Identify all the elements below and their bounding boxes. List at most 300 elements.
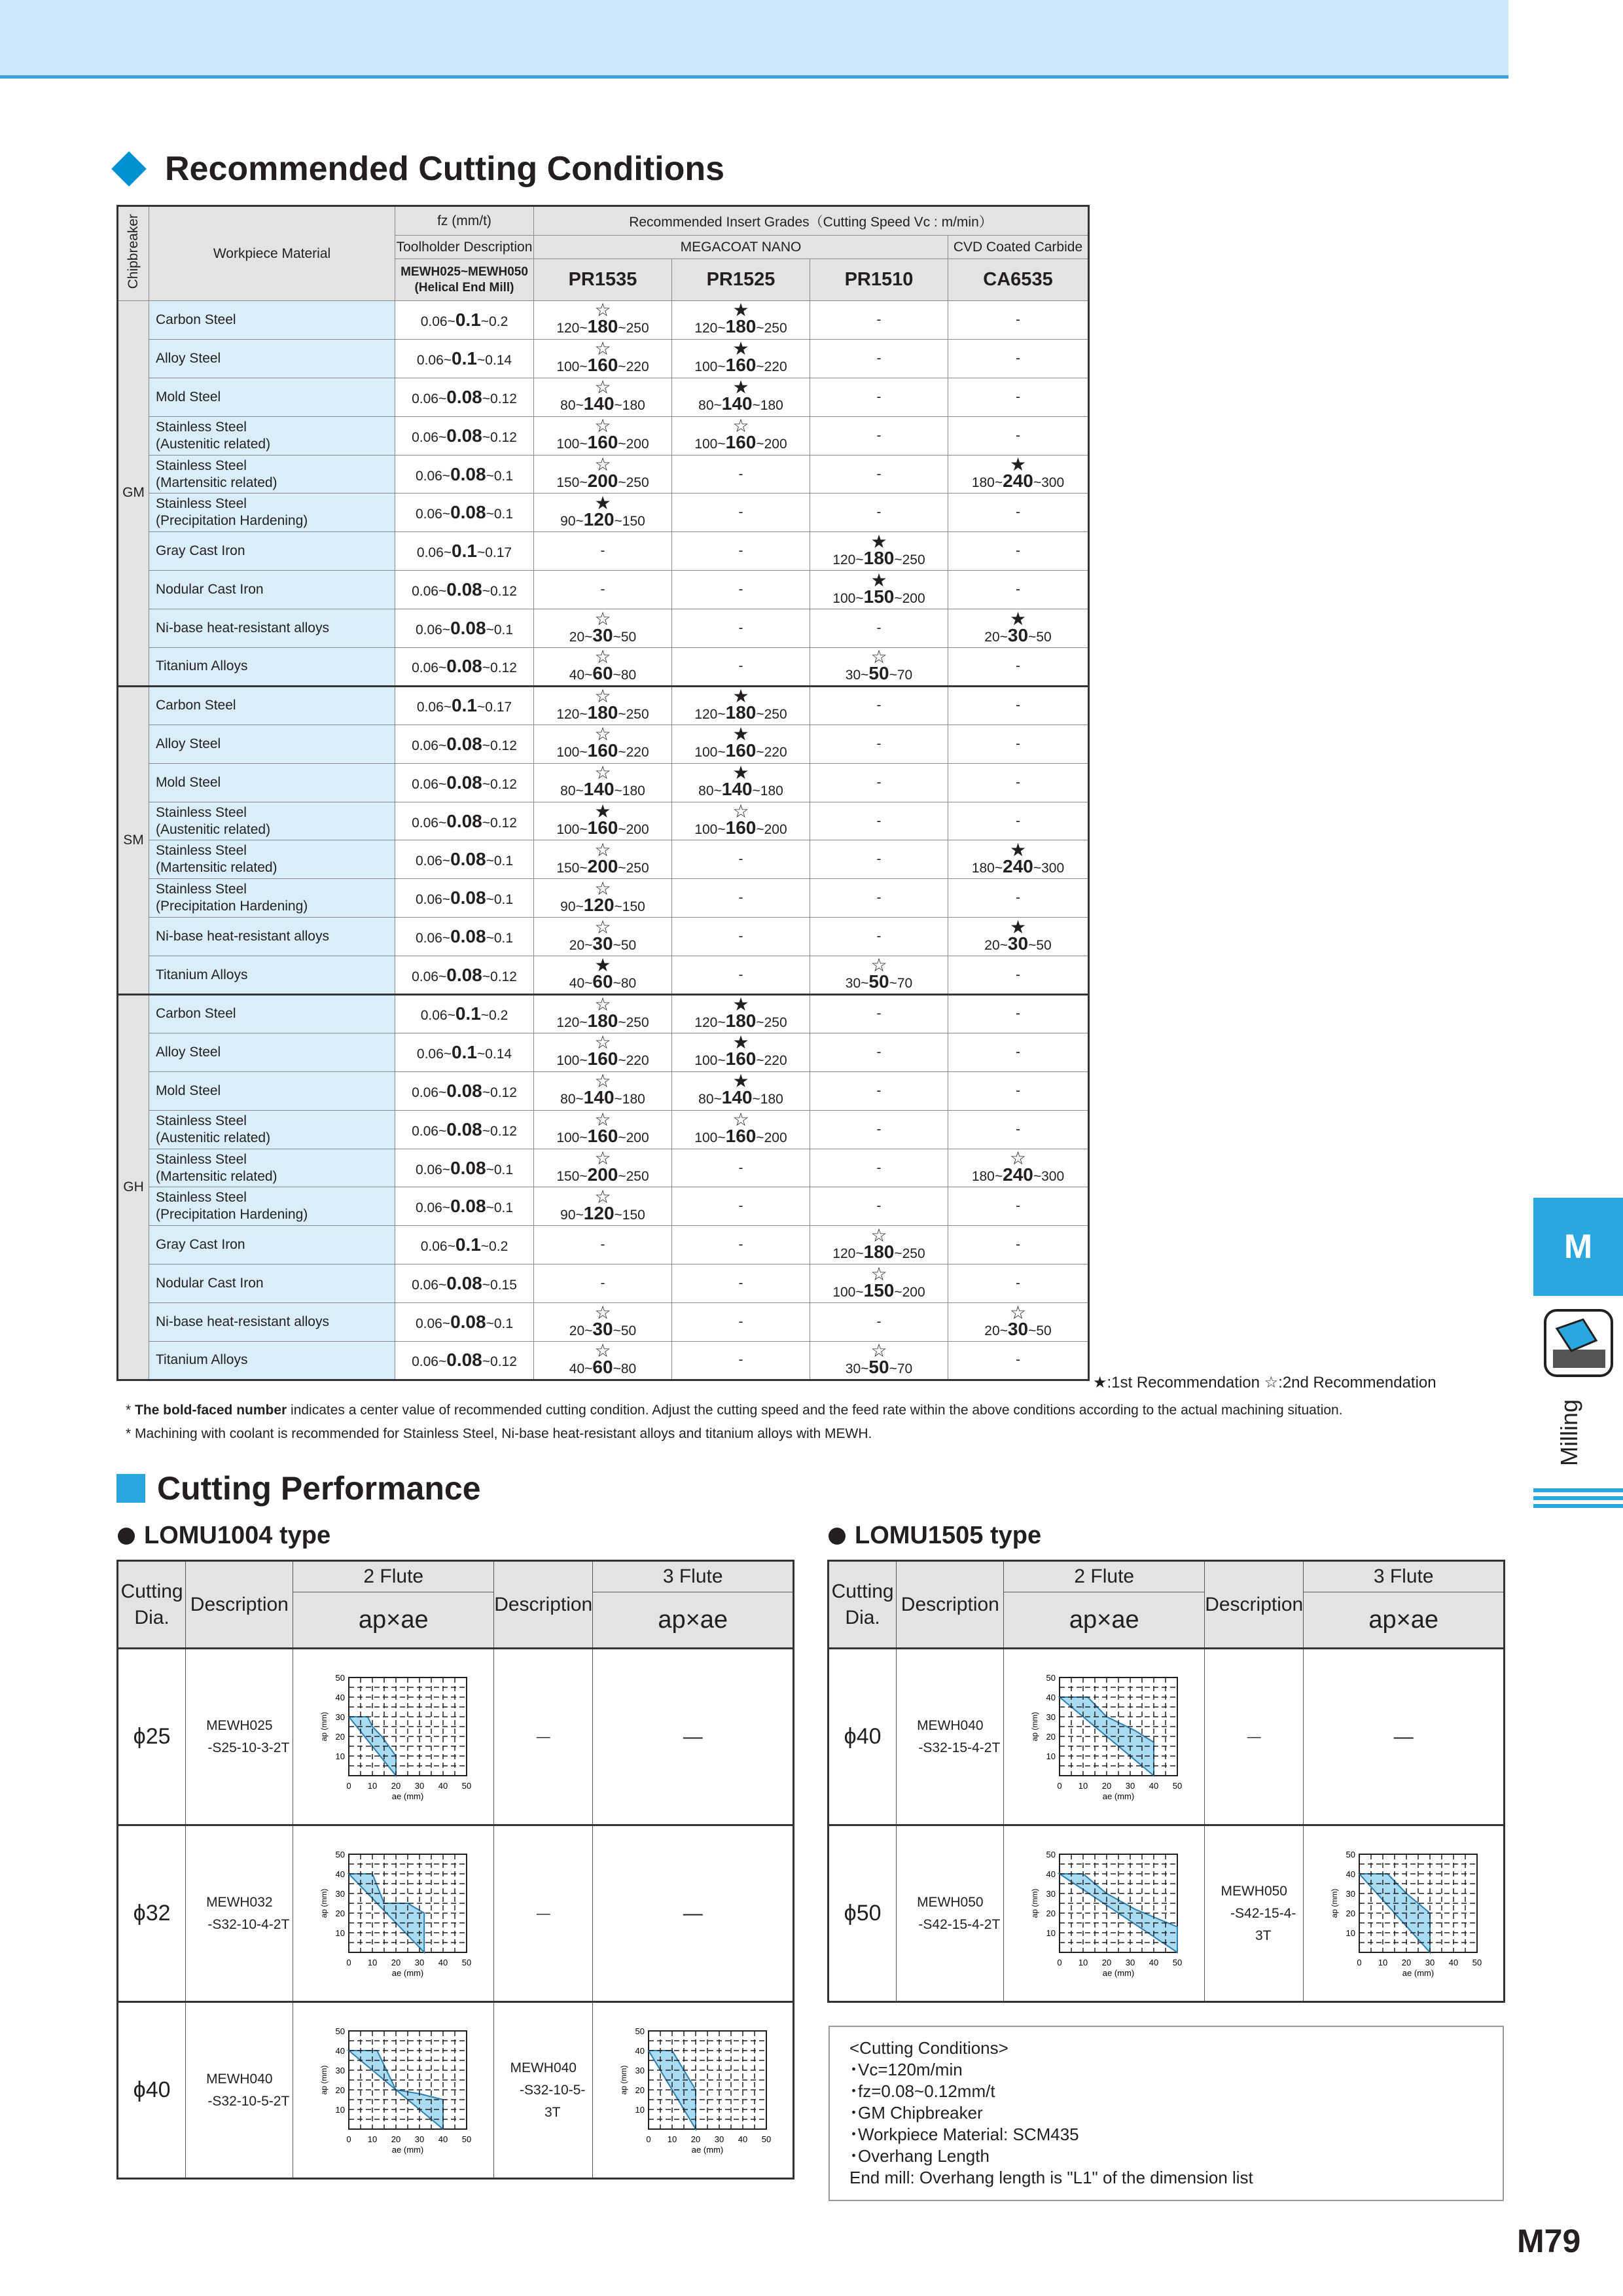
- y-tick-label: 20: [335, 1731, 346, 1742]
- lomu1505-table: [827, 1560, 1505, 2003]
- fz-min: 0.06~: [412, 1278, 447, 1293]
- dash: -: [876, 620, 882, 636]
- apae-chart: [1319, 1836, 1489, 1986]
- star-outline-icon: ☆: [594, 878, 611, 899]
- speed-center: 180: [725, 702, 757, 723]
- table-row: [118, 840, 1089, 879]
- material-text: Gray Cast Iron: [156, 543, 245, 559]
- description-cell: [186, 1649, 293, 1825]
- x-tick-label: 20: [1102, 1780, 1112, 1791]
- star-filled-icon: ★: [594, 801, 611, 822]
- speed-cell: [534, 1149, 672, 1187]
- y-tick-label: 10: [335, 2104, 346, 2115]
- star-outline-icon: ☆: [870, 1340, 887, 1361]
- speed-range: [672, 318, 810, 337]
- speed-min: 150~: [556, 860, 588, 876]
- star-outline-icon: ☆: [594, 454, 611, 475]
- y-tick-label: 10: [335, 1751, 346, 1761]
- material-text: Ni-base heat-resistant alloys: [156, 929, 329, 944]
- speed-cell: [810, 1110, 948, 1149]
- x-tick-label: 0: [646, 2134, 651, 2144]
- dash: -: [738, 466, 743, 482]
- fz-min: 0.06~: [412, 391, 447, 406]
- table-row: [118, 532, 1089, 571]
- dash: —: [536, 1729, 550, 1744]
- x-tick-label: 10: [368, 1957, 378, 1967]
- x-axis-label: ae (mm): [392, 1791, 424, 1801]
- star-outline-icon: ☆: [1009, 1148, 1027, 1169]
- speed-max: ~250: [618, 1169, 649, 1185]
- dash: -: [1016, 967, 1020, 982]
- speed-center: 160: [725, 355, 757, 376]
- speed-center: 160: [725, 1049, 757, 1069]
- material-cell: [149, 1033, 395, 1071]
- material-cell: [149, 571, 395, 609]
- x-tick-label: 40: [1149, 1957, 1159, 1967]
- fz-max: ~0.1: [486, 892, 514, 908]
- speed-range: [534, 894, 671, 916]
- star-filled-icon: ★: [732, 724, 749, 745]
- y-tick-label: 50: [1046, 1849, 1056, 1859]
- speed-cell: [948, 1342, 1089, 1380]
- dash: -: [600, 1237, 605, 1253]
- material-text: (Martensitic related): [156, 1168, 277, 1184]
- description-header: Description: [494, 1561, 593, 1649]
- fz-min: 0.06~: [412, 738, 447, 753]
- description-header: Description: [897, 1561, 1004, 1649]
- fz-min: 0.06~: [420, 314, 455, 329]
- fz-center: 0.08: [450, 1196, 486, 1217]
- fz-cell: [395, 609, 534, 648]
- star-filled-icon: ★: [732, 338, 749, 359]
- speed-cell: [810, 1187, 948, 1226]
- fz-min: 0.06~: [412, 969, 447, 984]
- speed-max: ~250: [756, 706, 787, 722]
- speed-range: [534, 1010, 671, 1031]
- speed-cell: [534, 532, 672, 571]
- y-tick-label: 20: [1046, 1908, 1056, 1918]
- table-row: [118, 1110, 1089, 1149]
- dash: -: [876, 1083, 882, 1098]
- x-tick-label: 50: [1173, 1780, 1183, 1791]
- star-outline-icon: ☆: [594, 1032, 611, 1053]
- material-text: (Austenitic related): [156, 821, 271, 837]
- chart-cell: [1304, 1649, 1505, 1825]
- speed-range: [672, 704, 810, 723]
- square-icon: [116, 1474, 145, 1503]
- fz-max: ~0.12: [482, 1085, 517, 1100]
- fz-cell: [395, 532, 534, 571]
- fz-cell: [395, 1342, 534, 1380]
- fz-center: 0.08: [446, 386, 482, 407]
- fz-center: 0.08: [450, 463, 486, 484]
- fz-cell: [395, 301, 534, 340]
- star-filled-icon: ★: [870, 531, 887, 552]
- speed-min: 150~: [556, 475, 588, 490]
- fz-cell: [395, 1149, 534, 1187]
- dash: -: [1016, 1237, 1020, 1253]
- speed-min: 80~: [560, 1092, 584, 1107]
- speed-center: 180: [587, 1010, 618, 1031]
- table-row: [118, 1649, 794, 1825]
- fz-cell: [395, 416, 534, 455]
- fz-min: 0.06~: [415, 622, 451, 638]
- fz-center: 0.08: [446, 964, 482, 985]
- chart-cell: [293, 2002, 494, 2179]
- material-cell: [149, 1149, 395, 1187]
- fz-max: ~0.12: [482, 660, 517, 676]
- cutting-conditions-box: [829, 2026, 1504, 2201]
- star-outline-icon: ☆: [732, 801, 749, 822]
- fz-center: 0.1: [452, 695, 477, 716]
- apae-chart: [308, 1836, 478, 1986]
- x-tick-label: 30: [1425, 1957, 1435, 1967]
- speed-cell: [810, 1226, 948, 1265]
- speed-min: 120~: [556, 321, 588, 336]
- speed-cell: [948, 918, 1089, 956]
- y-tick-label: 30: [1046, 1888, 1056, 1899]
- speed-cell: [948, 1033, 1089, 1071]
- speed-min: 40~: [569, 976, 593, 992]
- material-cell: [149, 918, 395, 956]
- x-tick-label: 50: [1472, 1957, 1482, 1967]
- speed-center: 180: [587, 316, 618, 337]
- x-tick-label: 40: [1448, 1957, 1458, 1967]
- speed-cell: [672, 1342, 810, 1380]
- speed-cell: [534, 378, 672, 416]
- speed-cell: [810, 339, 948, 378]
- dash: —: [1393, 1725, 1414, 1748]
- speed-max: ~220: [618, 1053, 649, 1069]
- speed-min: 120~: [694, 1014, 726, 1030]
- speed-min: 20~: [569, 937, 593, 953]
- speed-cell: [948, 301, 1089, 340]
- table-row: [118, 1071, 1089, 1110]
- y-tick-label: 40: [335, 2045, 346, 2056]
- dia-header: [118, 1561, 186, 1649]
- table-row: [118, 1825, 794, 2002]
- material-cell: [149, 840, 395, 879]
- table-row: [829, 1649, 1505, 1825]
- speed-max: ~180: [614, 398, 645, 414]
- table-row: [118, 2002, 794, 2179]
- star-filled-icon: ★: [732, 1071, 749, 1092]
- speed-cell: [810, 1149, 948, 1187]
- dash: -: [738, 1352, 743, 1368]
- table-row: [118, 725, 1089, 763]
- star-outline-icon: ☆: [732, 1109, 749, 1130]
- speed-range: [672, 395, 810, 414]
- speed-cell: [672, 416, 810, 455]
- star-outline-icon: ☆: [870, 646, 887, 667]
- fz-center: 0.08: [450, 618, 486, 639]
- bullet-icon: [829, 1528, 846, 1545]
- fz-cell: [395, 956, 534, 995]
- material-text: (Austenitic related): [156, 1130, 271, 1145]
- speed-cell: [672, 763, 810, 802]
- fz-min: 0.06~: [416, 352, 452, 368]
- x-tick-label: 10: [368, 2134, 378, 2144]
- dia-header-text: Cutting: [120, 1580, 183, 1602]
- dash: -: [738, 505, 743, 520]
- dash: -: [1016, 774, 1020, 790]
- speed-range: [534, 973, 671, 992]
- section-tab-m: M: [1533, 1198, 1623, 1296]
- table-row: [118, 1033, 1089, 1071]
- dash: —: [1247, 1729, 1261, 1744]
- speed-min: 100~: [832, 1284, 864, 1300]
- speed-cell: [534, 1342, 672, 1380]
- speed-cell: [948, 879, 1089, 918]
- fz-center: 0.1: [452, 541, 477, 562]
- star-filled-icon: ★: [1009, 839, 1027, 860]
- material-text: Stainless Steel: [156, 1151, 247, 1167]
- speed-cell: [948, 763, 1089, 802]
- speed-min: 100~: [694, 822, 726, 838]
- star-outline-icon: ☆: [870, 955, 887, 976]
- speed-cell: [810, 802, 948, 840]
- dash: -: [1016, 582, 1020, 598]
- speed-center: 160: [725, 740, 757, 761]
- cvd-header: CVD Coated Carbide: [948, 236, 1089, 259]
- y-tick-label: 30: [635, 2065, 645, 2075]
- speed-center: 140: [721, 779, 753, 800]
- star-filled-icon: ★: [732, 685, 749, 706]
- material-cell: [149, 416, 395, 455]
- fz-center: 0.08: [446, 656, 482, 677]
- fz-min: 0.06~: [415, 1162, 451, 1177]
- x-tick-label: 0: [346, 1780, 351, 1791]
- speed-range: [534, 662, 671, 684]
- speed-range: [948, 1318, 1088, 1340]
- speed-min: 90~: [560, 513, 584, 529]
- chart-cell: [1004, 1649, 1205, 1825]
- speed-min: 100~: [694, 359, 726, 375]
- x-tick-label: 20: [1401, 1957, 1411, 1967]
- speed-cell: [534, 1071, 672, 1110]
- fz-center: 0.08: [450, 1312, 486, 1333]
- speed-range: [810, 1241, 948, 1263]
- x-tick-label: 0: [1057, 1780, 1062, 1791]
- description-line-1: MEWH040: [917, 1717, 984, 1733]
- speed-cell: [810, 956, 948, 995]
- dash: -: [876, 774, 882, 790]
- fz-max: ~0.2: [480, 1239, 508, 1255]
- fz-center: 0.08: [446, 772, 482, 793]
- speed-min: 100~: [556, 1130, 588, 1146]
- y-tick-label: 30: [1046, 1712, 1056, 1722]
- speed-min: 100~: [556, 437, 588, 452]
- speed-cell: [672, 725, 810, 763]
- dash: -: [1016, 1352, 1020, 1368]
- description-cell: [186, 1825, 293, 2002]
- dia-cell: ϕ32: [118, 1825, 186, 2002]
- x-tick-label: 10: [667, 2134, 677, 2144]
- table-row: [118, 609, 1089, 648]
- speed-center: 160: [725, 817, 757, 838]
- speed-range: [810, 588, 948, 607]
- dash: -: [600, 582, 605, 598]
- material-cell: [149, 648, 395, 687]
- condition-line: ･Workpiece Material: SCM435: [849, 2125, 1079, 2144]
- x-tick-label: 40: [438, 2134, 448, 2144]
- star-filled-icon: ★: [1009, 916, 1027, 937]
- fz-max: ~0.12: [482, 391, 517, 406]
- dia-header-text: Cutting: [831, 1580, 894, 1602]
- fz-cell: [395, 840, 534, 879]
- fz-max: ~0.14: [476, 1046, 512, 1062]
- material-cell: [149, 1303, 395, 1342]
- speed-min: 80~: [560, 783, 584, 799]
- x-tick-label: 20: [391, 1780, 401, 1791]
- dash: -: [876, 698, 882, 713]
- speed-range: [534, 1128, 671, 1147]
- dia-cell: ϕ25: [118, 1649, 186, 1825]
- speed-center: 120: [583, 894, 615, 915]
- star-outline-icon: ☆: [594, 646, 611, 667]
- speed-max: ~70: [889, 1361, 913, 1376]
- speed-range: [672, 1089, 810, 1108]
- speed-range: [534, 357, 671, 376]
- bullet-icon: [118, 1528, 135, 1545]
- material-text: Stainless Steel: [156, 496, 247, 512]
- dash: -: [738, 852, 743, 867]
- speed-cell: [672, 918, 810, 956]
- x-tick-label: 20: [1102, 1957, 1112, 1967]
- speed-center: 120: [583, 1202, 615, 1223]
- dash: -: [1016, 1044, 1020, 1060]
- speed-min: 100~: [694, 1053, 726, 1069]
- speed-range: [534, 1202, 671, 1224]
- speed-cell: [948, 493, 1089, 532]
- material-cell: [149, 1187, 395, 1226]
- fz-center: 0.08: [450, 1157, 486, 1178]
- speed-cell: [948, 840, 1089, 879]
- speed-cell: [672, 609, 810, 648]
- speed-min: 20~: [984, 629, 1008, 645]
- material-text: Alloy Steel: [156, 736, 221, 751]
- speed-cell: [948, 1110, 1089, 1149]
- speed-range: [534, 781, 671, 800]
- speed-cell: [534, 763, 672, 802]
- apae-header: ap×ae: [593, 1592, 794, 1649]
- speed-max: ~250: [618, 860, 649, 876]
- speed-cell: [534, 1110, 672, 1149]
- material-cell: [149, 956, 395, 995]
- fz-min: 0.06~: [412, 1085, 447, 1100]
- description-line-2: -S32-10-5-3T: [520, 2082, 586, 2120]
- fz-min: 0.06~: [415, 468, 451, 484]
- speed-cell: [534, 455, 672, 493]
- dia-header: [829, 1561, 897, 1649]
- x-tick-label: 0: [1057, 1957, 1062, 1967]
- fz-min: 0.06~: [412, 660, 447, 676]
- description-line-2: -S32-10-4-2T: [207, 1916, 290, 1932]
- speed-max: ~220: [756, 1053, 787, 1069]
- table-row: [118, 1187, 1089, 1226]
- speed-min: 40~: [569, 1361, 593, 1376]
- y-tick-label: 10: [1046, 1928, 1056, 1938]
- megacoat-header: MEGACOAT NANO: [534, 236, 948, 259]
- dia-cell: ϕ40: [829, 1649, 897, 1825]
- fz-min: 0.06~: [412, 776, 447, 792]
- speed-cell: [534, 918, 672, 956]
- top-band: [0, 0, 1508, 79]
- star-outline-icon: ☆: [594, 1340, 611, 1361]
- x-tick-label: 0: [1357, 1957, 1362, 1967]
- fz-center: 0.08: [450, 849, 486, 870]
- fz-cell: [395, 339, 534, 378]
- speed-cell: [948, 1149, 1089, 1187]
- speed-center: 150: [863, 1280, 895, 1300]
- speed-cell: [534, 339, 672, 378]
- fz-center: 0.08: [450, 926, 486, 947]
- speed-max: ~50: [1028, 937, 1052, 953]
- speed-range: [534, 1089, 671, 1108]
- fz-center: 0.08: [450, 502, 486, 523]
- dash: -: [876, 466, 882, 482]
- fz-cell: [395, 1071, 534, 1110]
- x-tick-label: 30: [415, 1780, 425, 1791]
- description-line-2: -S32-10-5-2T: [207, 2093, 290, 2109]
- speed-center: 160: [587, 432, 618, 453]
- dash: -: [738, 929, 743, 944]
- table-row: [118, 1149, 1089, 1187]
- dash: -: [876, 505, 882, 520]
- chipbreaker-cell: GM: [118, 301, 149, 687]
- speed-cell: [534, 416, 672, 455]
- dash: -: [738, 1198, 743, 1214]
- speed-max: ~220: [756, 359, 787, 375]
- chipbreaker-header: Chipbreaker: [118, 206, 149, 301]
- speed-cell: [534, 1226, 672, 1265]
- fz-min: 0.06~: [412, 584, 447, 600]
- y-axis-label: ap (mm): [1329, 1888, 1339, 1918]
- speed-range: [534, 1050, 671, 1069]
- x-axis-label: ae (mm): [691, 2144, 723, 2155]
- lomu1004-title: LOMU1004 type: [118, 1522, 330, 1550]
- fz-cell: [395, 1110, 534, 1149]
- table-row: [118, 918, 1089, 956]
- material-text: Stainless Steel: [156, 1113, 247, 1128]
- speed-min: 90~: [560, 1207, 584, 1223]
- description-line-2: -S42-15-4-3T: [1230, 1905, 1296, 1943]
- dash: -: [876, 350, 882, 366]
- dash: -: [876, 1044, 882, 1060]
- fz-cell: [395, 879, 534, 918]
- dash: -: [876, 890, 882, 906]
- fz-center: 0.08: [446, 425, 482, 446]
- speed-center: 140: [583, 393, 615, 414]
- speed-max: ~180: [752, 398, 783, 414]
- speed-min: 80~: [698, 398, 722, 414]
- speed-range: [534, 742, 671, 761]
- star-outline-icon: ☆: [594, 839, 611, 860]
- description-line-2: -S32-15-4-2T: [918, 1740, 1001, 1755]
- fz-cell: [395, 493, 534, 532]
- speed-cell: [672, 802, 810, 840]
- dia-cell: ϕ40: [118, 2002, 186, 2179]
- speed-center: 60: [592, 971, 613, 992]
- speed-max: ~200: [756, 1130, 787, 1146]
- speed-cell: [672, 648, 810, 687]
- condition-line: ･Vc=120m/min: [849, 2060, 963, 2079]
- y-tick-label: 50: [335, 2026, 346, 2036]
- speed-cell: [534, 493, 672, 532]
- y-tick-label: 50: [335, 1849, 346, 1859]
- dash: -: [738, 543, 743, 559]
- speed-center: 30: [1007, 624, 1029, 645]
